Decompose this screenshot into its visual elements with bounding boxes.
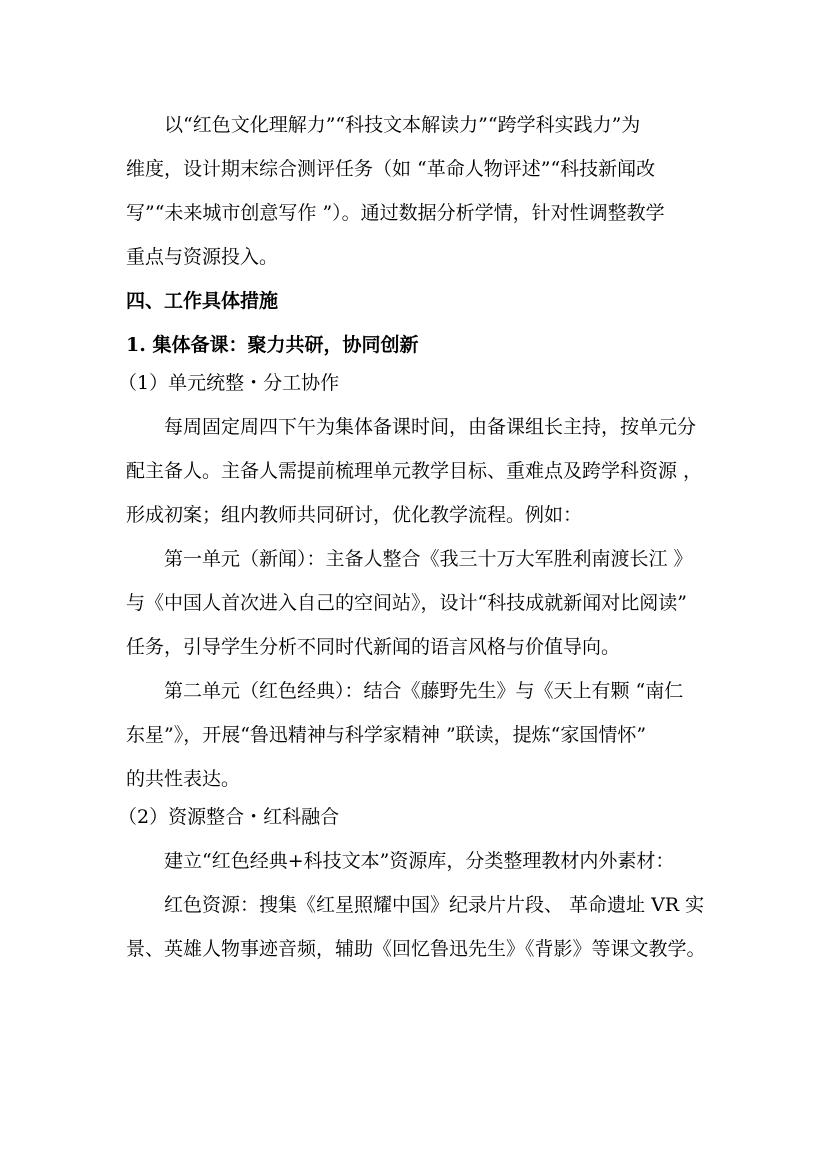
paragraph-line: 任务，引导学生分析不同时代新闻的语言风格与价值导向。 [126, 636, 621, 658]
section-heading: 四、工作具体措施 [126, 290, 279, 312]
paragraph-line: 建立“红色经典+科技文本”资源库，分类整理教材内外素材： [164, 850, 675, 872]
paragraph-line: 维度，设计期末综合测评任务（如 “革命人物评述”“科技新闻改 [126, 158, 656, 180]
item-heading: （1）单元统整・分工协作 [118, 372, 340, 394]
paragraph-line: 第二单元（红色经典）：结合《藤野先生》与《天上有颗 “南仁 [164, 680, 684, 702]
paragraph-line: 红色资源：搜集《红星照耀中国》纪录片片段、 革命遗址 VR 实 [164, 894, 705, 916]
item-heading: （2）资源整合・红科融合 [118, 806, 340, 828]
paragraph-line: 写”“未来城市创意写作 ”）。通过数据分析学情，针对性调整教学 [126, 202, 665, 224]
paragraph-line: 第一单元（新闻）：主备人整合《我三十万大军胜利南渡长江 》 [164, 548, 693, 570]
paragraph-line: 重点与资源投入。 [126, 246, 279, 268]
paragraph-line: 与《中国人首次进入自己的空间站》，设计“科技成就新闻对比阅读” [126, 592, 687, 614]
paragraph-line: 东星”》，开展“鲁迅精神与科学家精神 ”联读，提炼“家国情怀” [126, 724, 647, 746]
paragraph-line: 配主备人。主备人需提前梳理单元教学目标、重难点及跨学科资源 ， [126, 460, 703, 482]
paragraph-line: 的共性表达。 [126, 768, 241, 790]
paragraph-line: 以“红色文化理解力”“科技文本解读力”“跨学科实践力”为 [164, 114, 641, 136]
subsection-heading: 1. 集体备课：聚力共研，协同创新 [126, 334, 419, 356]
paragraph-line: 形成初案；组内教师共同研讨，优化教学流程。例如： [126, 504, 583, 526]
paragraph-line: 每周固定周四下午为集体备课时间，由备课组长主持，按单元分 [164, 416, 697, 438]
paragraph-line: 景、英雄人物事迹音频，辅助《回忆鲁迅先生》《背影》等课文教学。 [126, 938, 706, 960]
